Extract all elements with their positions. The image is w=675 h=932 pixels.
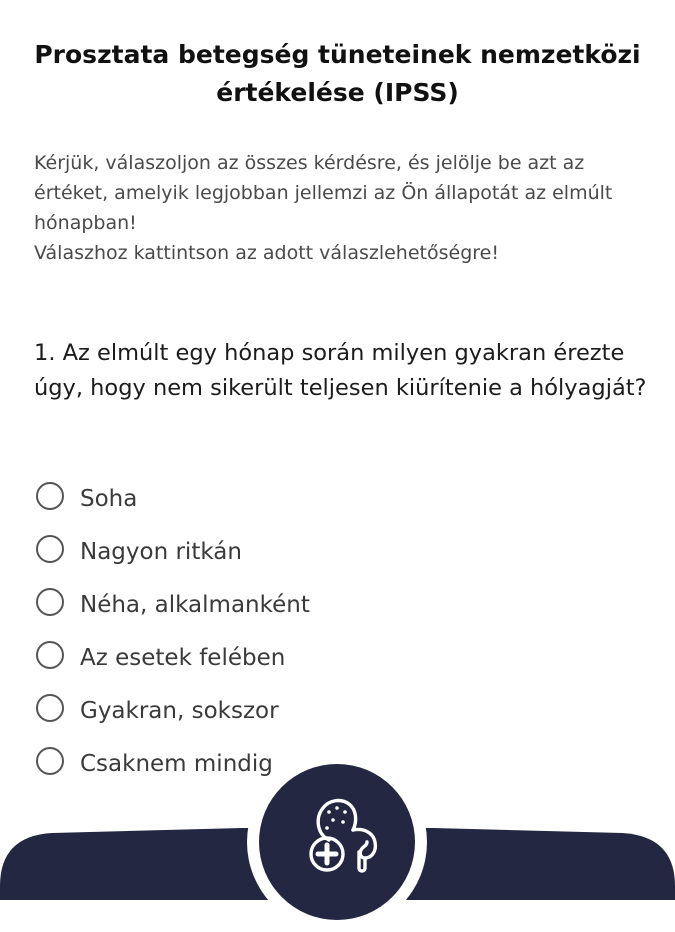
answer-label: Néha, alkalmanként: [80, 591, 310, 618]
instructions-hint: Válaszhoz kattintson az adott válaszlehetőségre!: [34, 242, 499, 264]
answer-option-esetek-feleben[interactable]: [36, 631, 636, 684]
answer-option-gyakran[interactable]: [36, 684, 636, 737]
answer-label: Nagyon ritkán: [80, 538, 242, 565]
radio-button[interactable]: [36, 747, 64, 775]
page-title: Prosztata betegség tüneteinek nemzetközi értékelése (IPSS): [34, 40, 641, 107]
home-action-button-face[interactable]: [259, 764, 415, 920]
answer-label: Soha: [80, 485, 138, 512]
radio-button[interactable]: [36, 588, 64, 616]
answer-option-soha[interactable]: [36, 472, 636, 525]
answer-label: Csaknem mindig: [80, 750, 273, 777]
instructions: [34, 148, 654, 268]
answer-label: Gyakran, sokszor: [80, 697, 279, 724]
radio-button[interactable]: [36, 535, 64, 563]
answer-option-nagyon-ritkan[interactable]: [36, 525, 636, 578]
home-action-button[interactable]: [247, 752, 427, 932]
prostate-medical-icon: [299, 794, 383, 878]
answer-options: [36, 472, 636, 790]
radio-button[interactable]: [36, 694, 64, 722]
radio-button[interactable]: [36, 641, 64, 669]
question-text: 1. Az elmúlt egy hónap során milyen gyakran érezte úgy, hogy nem sikerült teljesen kiürítenie a hólyagját?: [34, 340, 647, 401]
answer-label: Az esetek felében: [80, 644, 286, 671]
answer-option-neha[interactable]: [36, 578, 636, 631]
instructions-text: Kérjük, válaszoljon az összes kérdésre, és jelölje be azt az értéket, amelyik legjobban jellemzi az Ön állapotát az elmúlt hónapban!: [34, 152, 613, 234]
radio-button[interactable]: [36, 482, 64, 510]
